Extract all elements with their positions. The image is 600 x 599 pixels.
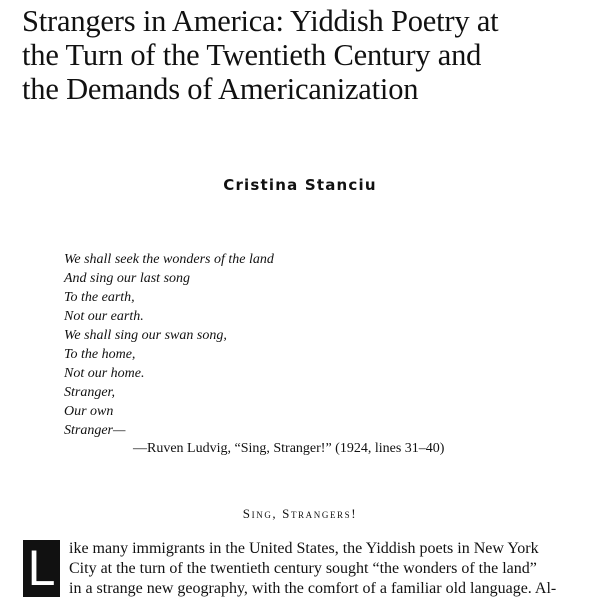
body-text-line: in a strange new geography, with the comfort of a familiar old language. Al-: [69, 580, 557, 597]
epigraph-line: Not our home.: [64, 366, 145, 381]
epigraph: [64, 250, 274, 440]
article-title-line: Strangers in America: Yiddish Poetry at: [22, 4, 499, 38]
body-paragraph: [69, 539, 556, 599]
article-title-line: the Turn of the Twentieth Century and: [22, 38, 482, 72]
article-title: [22, 4, 592, 106]
article-title-line: the Demands of Americanization: [22, 72, 419, 106]
epigraph-line: Stranger—: [64, 423, 126, 438]
epigraph-line: To the earth,: [64, 290, 135, 305]
epigraph-line: To the home,: [64, 347, 136, 362]
drop-cap: L: [23, 540, 60, 597]
epigraph-attribution: —Ruven Ludvig, “Sing, Stranger!” (1924, lines 31–40): [133, 441, 445, 456]
body-text-line: City at the turn of the twentieth century sought “the wonders of the land”: [69, 560, 537, 577]
epigraph-line: We shall seek the wonders of the land: [64, 252, 274, 267]
epigraph-line: Not our earth.: [64, 309, 144, 324]
epigraph-line: And sing our last song: [64, 271, 191, 286]
epigraph-line: Our own: [64, 404, 114, 419]
author-name: Cristina Stanciu: [223, 176, 377, 194]
body-text-line: ike many immigrants in the United States, the Yiddish poets in New York: [69, 540, 539, 557]
epigraph-line: Stranger,: [64, 385, 115, 400]
epigraph-line: We shall sing our swan song,: [64, 328, 227, 343]
section-heading: Sing, Strangers!: [242, 506, 358, 521]
